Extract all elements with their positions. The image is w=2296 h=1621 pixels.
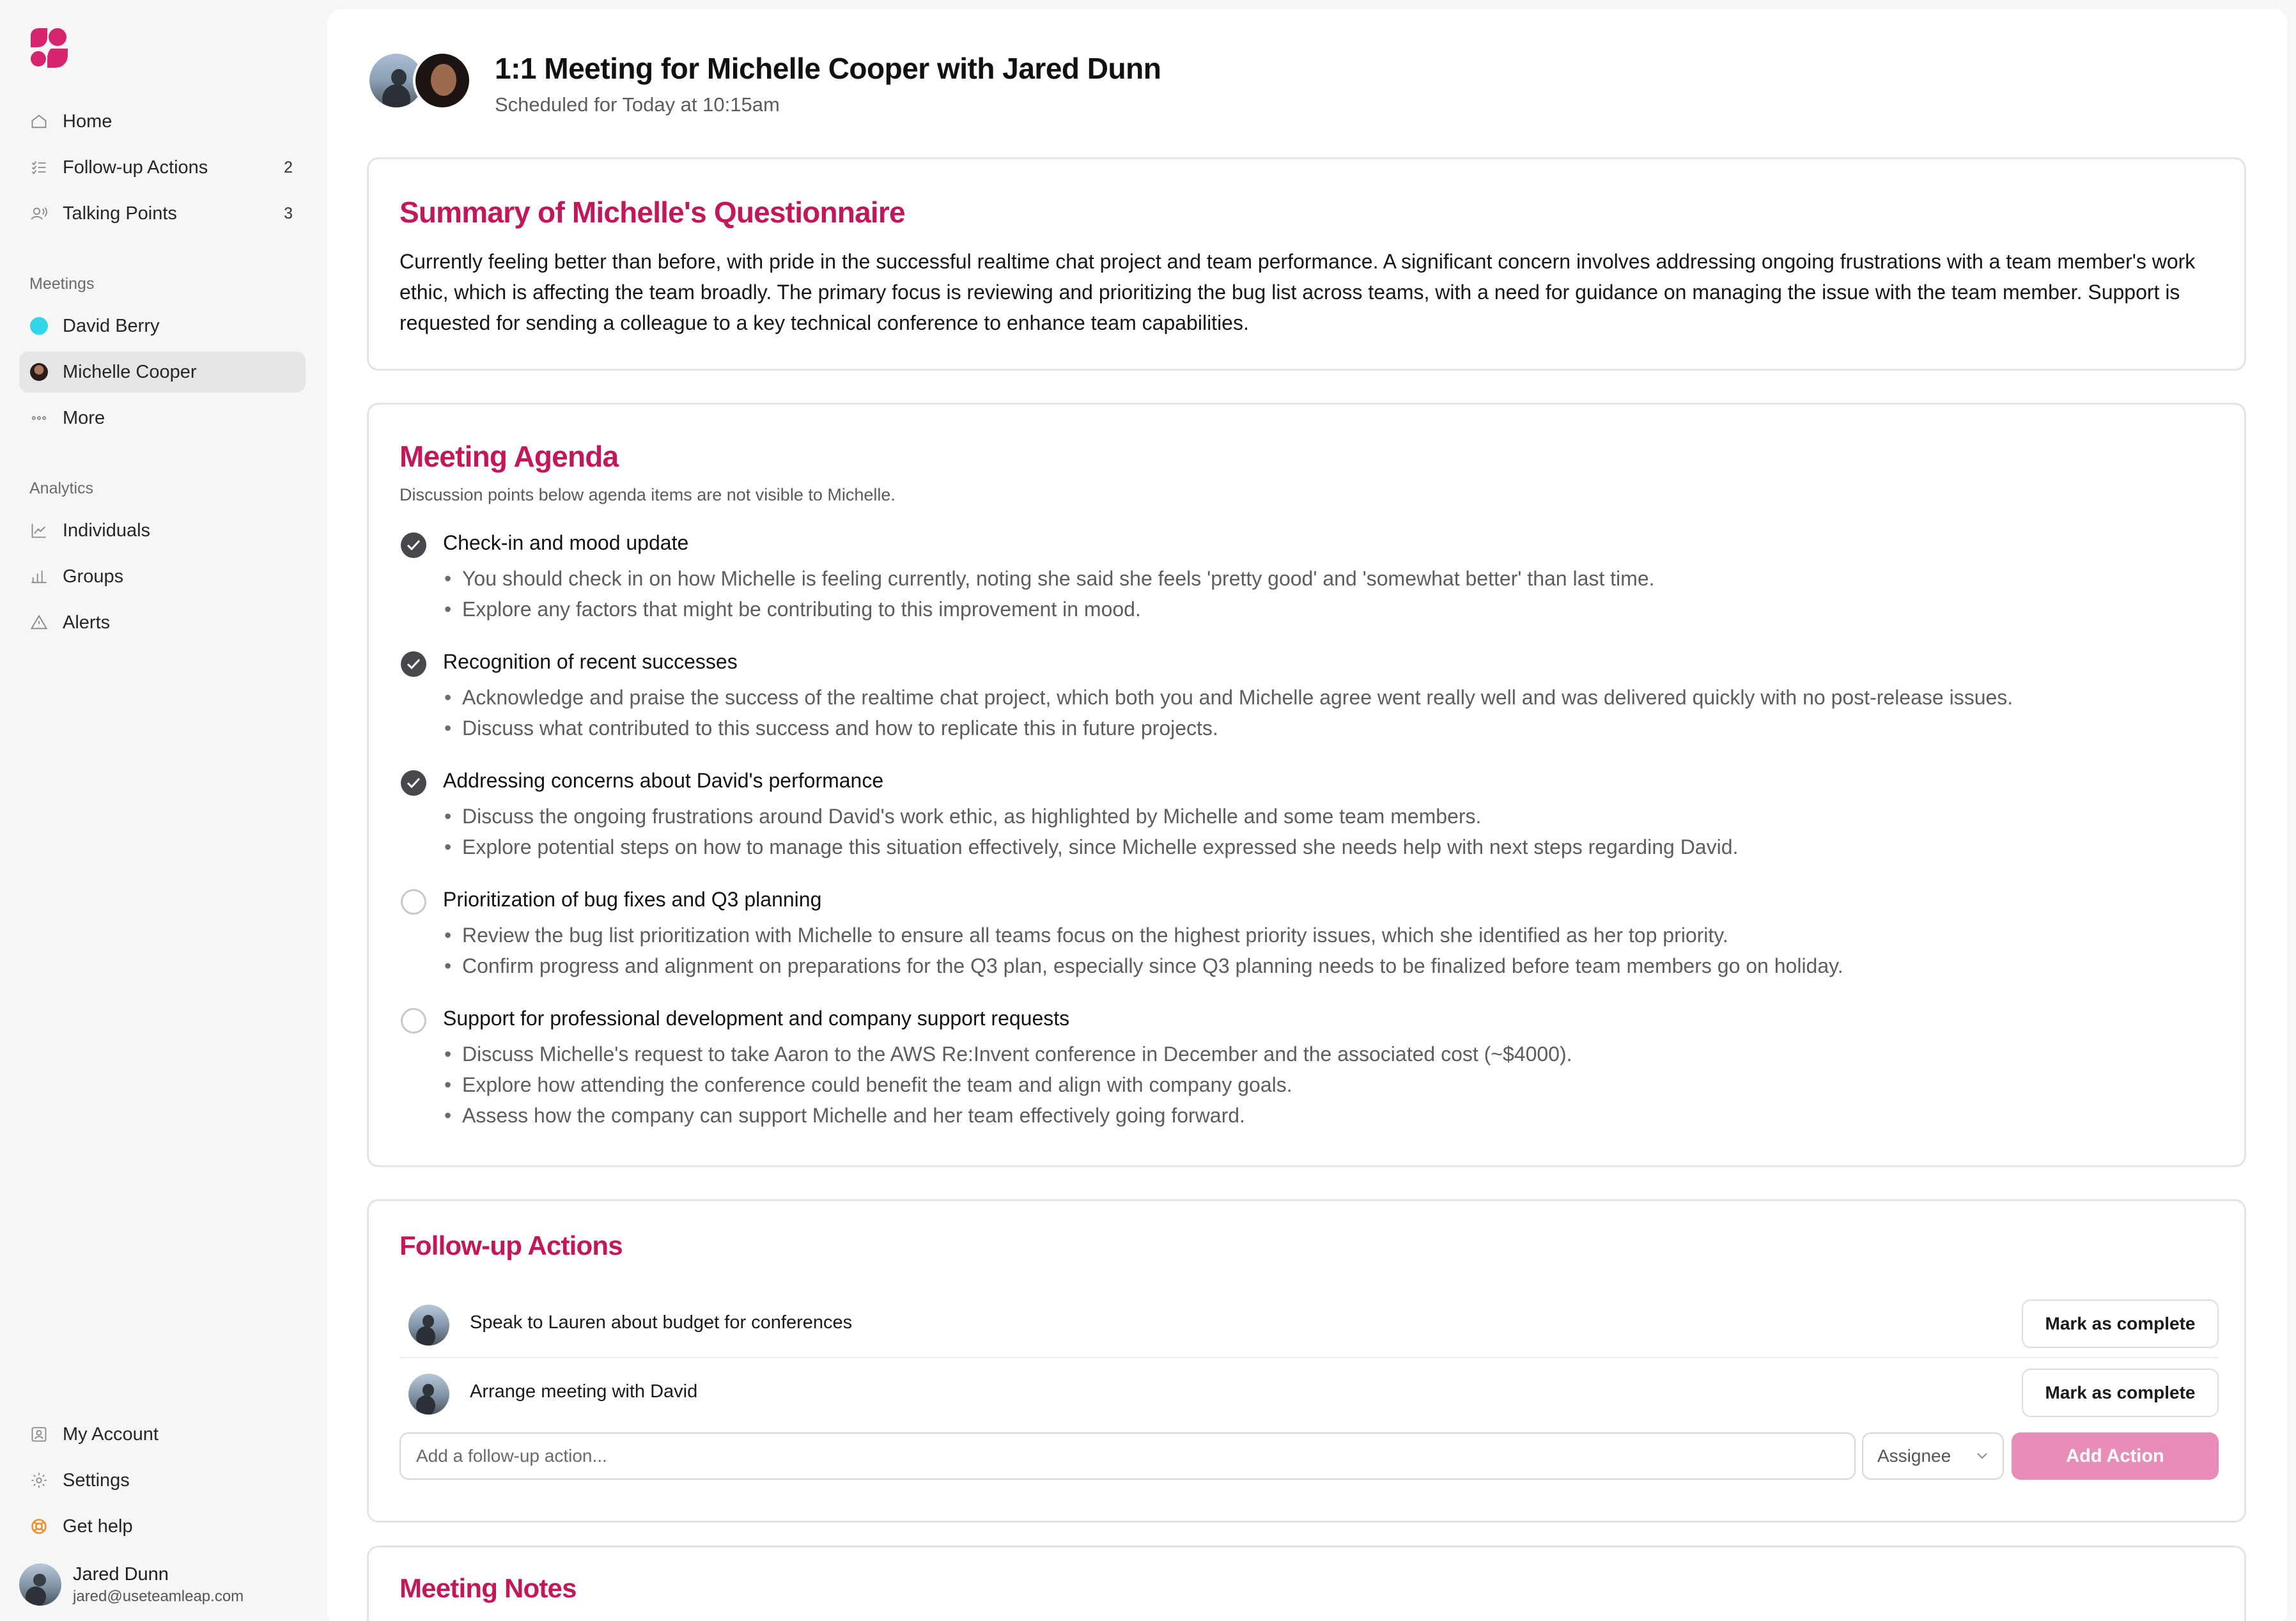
ellipsis-icon	[28, 407, 50, 429]
page-subtitle: Scheduled for Today at 10:15am	[495, 93, 780, 116]
avatar	[19, 1563, 61, 1606]
discussion-points	[443, 920, 1843, 981]
warning-icon	[28, 612, 50, 633]
sidebar-item-label: Get help	[63, 1516, 133, 1537]
sidebar-item-label: My Account	[63, 1423, 159, 1445]
agenda-title: Meeting Agenda	[399, 440, 619, 473]
agenda-item-title: Support for professional development and company support requests	[443, 1007, 1070, 1030]
sidebar-item-alerts[interactable]	[19, 602, 306, 643]
teamleap-logo-icon[interactable]	[28, 27, 70, 69]
follow-up-title: Follow-up Actions	[399, 1230, 623, 1260]
discussion-points	[443, 801, 1738, 862]
assignee-label: Assignee	[1877, 1446, 1951, 1466]
main-content	[327, 9, 2287, 1621]
account-icon	[28, 1423, 50, 1445]
agenda-item-title: Prioritization of bug fixes and Q3 planning	[443, 888, 822, 911]
discussion-point: • Discuss the ongoing frustrations around David's work ethic, as highlighted by Michelle and some team members.	[443, 801, 1738, 832]
avatar-icon	[30, 363, 48, 381]
agenda-item-title: Addressing concerns about David's performance	[443, 769, 884, 792]
sidebar-item-home[interactable]	[19, 101, 306, 142]
avatar	[413, 51, 472, 110]
summary-text: Currently feeling better than before, with pride in the successful realtime chat project and team performance. A significant concern involves addressing ongoing frustrations with a team member's work ethic, which is affecting the team broadly. The primary focus is reviewing and prioritizing the bug list across teams, with a need for guidance on managing the issue with the team member. Support is requested for sending a colleague to a key technical conference to enhance team capabilities.	[399, 250, 2196, 334]
summary-title: Summary of Michelle's Questionnaire	[399, 196, 905, 229]
sidebar-item-label: David Berry	[63, 315, 160, 336]
discussion-point: • Explore any factors that might be contributing to this improvement in mood.	[443, 594, 1655, 624]
sidebar-item-label: Follow-up Actions	[63, 157, 208, 178]
home-icon	[28, 111, 50, 132]
mark-complete-button[interactable]: Mark as complete	[2022, 1299, 2219, 1348]
count-badge: 3	[284, 204, 293, 222]
discussion-point: • Discuss Michelle's request to take Aaron to the AWS Re:Invent conference in December and the associated cost (~$4000).	[443, 1039, 1572, 1069]
discussion-point: • Assess how the company can support Michelle and her team effectively going forward.	[443, 1100, 1572, 1131]
analytics-section-label: Analytics	[29, 479, 94, 497]
mark-complete-button[interactable]: Mark as complete	[2022, 1369, 2219, 1417]
agenda-note: Discussion points below agenda items are not visible to Michelle.	[399, 485, 896, 504]
sidebar-item-label: Groups	[63, 566, 124, 587]
discussion-point: • Review the bug list prioritization with Michelle to ensure all teams focus on the highest priority issues, which she identified as her top priority.	[443, 920, 1843, 950]
status-dot-icon	[30, 317, 48, 335]
bar-chart-icon	[28, 566, 50, 587]
sidebar-item-more[interactable]	[19, 398, 306, 438]
page-title: 1:1 Meeting for Michelle Cooper with Jared Dunn	[495, 52, 1161, 85]
discussion-point: • Confirm progress and alignment on preparations for the Q3 plan, especially since Q3 planning needs to be finalized before team members go on holiday.	[443, 950, 1843, 981]
sidebar-item-settings[interactable]	[19, 1460, 306, 1501]
sidebar-item-groups[interactable]	[19, 556, 306, 597]
sidebar-item-label: Individuals	[63, 520, 151, 541]
sidebar-item-label: More	[63, 407, 105, 428]
discussion-points	[443, 682, 2013, 743]
talking-icon	[28, 203, 50, 224]
list-item	[399, 1358, 2219, 1427]
add-action-button[interactable]: Add Action	[2012, 1432, 2219, 1480]
avatar	[408, 1374, 449, 1415]
gear-icon	[28, 1470, 50, 1491]
discussion-points	[443, 1039, 1572, 1131]
user-name: Jared Dunn	[73, 1563, 169, 1585]
sidebar-item-talking-points[interactable]	[19, 193, 306, 234]
avatar	[408, 1305, 449, 1346]
checklist-icon	[28, 157, 50, 178]
sidebar-item-label: Settings	[63, 1470, 130, 1491]
discussion-point: • Discuss what contributed to this success and how to replicate this in future projects.	[443, 713, 2013, 743]
count-badge: 2	[284, 158, 293, 176]
discussion-point: • Acknowledge and praise the success of the realtime chat project, which both you and Michelle agree went really well and was delivered quickly with no post-release issues.	[443, 682, 2013, 713]
sidebar-item-label: Home	[63, 111, 112, 132]
list-item	[399, 1289, 2219, 1358]
add-follow-up-row	[399, 1432, 2220, 1480]
user-email: jared@useteamleap.com	[73, 1587, 244, 1605]
unchecked-circle-icon[interactable]	[401, 889, 426, 915]
sidebar-item-individuals[interactable]	[19, 510, 306, 551]
assignee-select[interactable]	[1862, 1432, 2004, 1480]
summary-card	[367, 157, 2246, 371]
meeting-notes-card	[367, 1546, 2246, 1621]
follow-up-input[interactable]	[399, 1432, 1856, 1480]
follow-up-text: Speak to Lauren about budget for conferences	[470, 1312, 853, 1333]
agenda-item-title: Recognition of recent successes	[443, 650, 738, 673]
sidebar-item-get-help[interactable]	[19, 1506, 306, 1547]
checked-icon[interactable]	[401, 770, 426, 796]
chevron-down-icon	[1976, 1452, 1989, 1461]
discussion-point: • Explore potential steps on how to manage this situation effectively, since Michelle expressed she needs help with next steps regarding David.	[443, 832, 1738, 862]
discussion-points	[443, 563, 1655, 624]
follow-up-card	[367, 1199, 2246, 1523]
agenda-item-title: Check-in and mood update	[443, 531, 689, 554]
sidebar-item-follow-up-actions[interactable]	[19, 147, 306, 188]
sidebar-item-michelle-cooper[interactable]	[19, 352, 306, 392]
checked-icon[interactable]	[401, 651, 426, 677]
user-profile[interactable]	[19, 1563, 244, 1606]
participant-avatars	[367, 51, 476, 110]
discussion-point: • You should check in on how Michelle is feeling currently, noting she said she feels 'pretty good' and 'somewhat better' than last time.	[443, 563, 1655, 594]
agenda-card	[367, 403, 2246, 1167]
lifebuoy-icon	[28, 1516, 50, 1537]
sidebar-item-my-account[interactable]	[19, 1414, 306, 1455]
unchecked-circle-icon[interactable]	[401, 1008, 426, 1034]
meeting-notes-title: Meeting Notes	[399, 1573, 577, 1603]
discussion-point: • Explore how attending the conference could benefit the team and align with company goals.	[443, 1069, 1572, 1100]
sidebar-item-david-berry[interactable]	[19, 306, 306, 346]
checked-icon[interactable]	[401, 532, 426, 558]
line-chart-icon	[28, 520, 50, 541]
sidebar-item-label: Michelle Cooper	[63, 361, 197, 382]
sidebar-item-label: Talking Points	[63, 203, 177, 224]
meetings-section-label: Meetings	[29, 275, 95, 293]
follow-up-text: Arrange meeting with David	[470, 1381, 698, 1402]
sidebar	[0, 0, 326, 1621]
sidebar-item-label: Alerts	[63, 612, 111, 633]
